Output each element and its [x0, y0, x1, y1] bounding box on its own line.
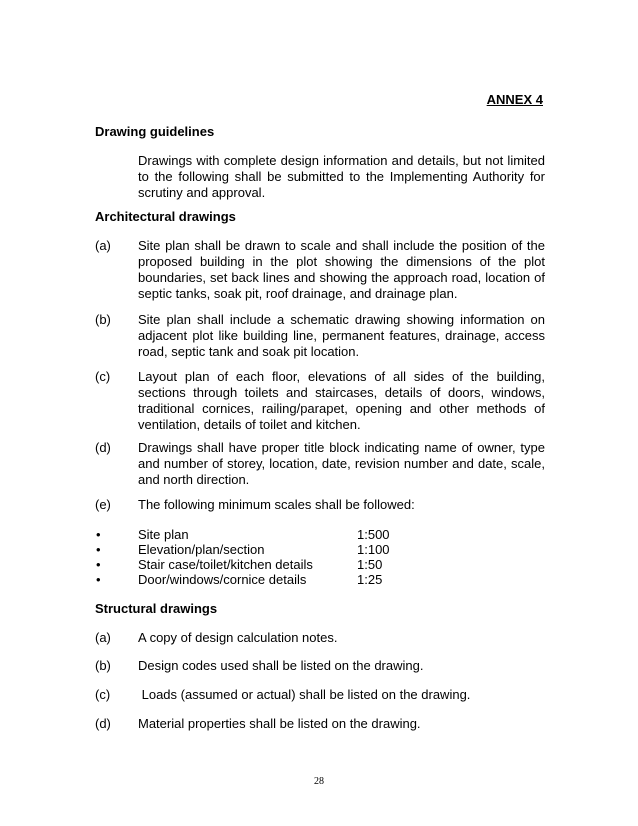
scale-name-stair-case: Stair case/toilet/kitchen details [138, 557, 313, 572]
arch-item-c-label: (c) [95, 369, 111, 384]
scale-name-door-windows: Door/windows/cornice details [138, 572, 307, 587]
page-number: 28 [314, 776, 324, 787]
struct-item-c-label: (c) [95, 687, 111, 702]
architectural-heading: Architectural drawings [95, 209, 236, 224]
scale-value-elevation: 1:100 [357, 542, 390, 557]
annex-title: ANNEX 4 [486, 92, 543, 107]
scale-value-door-windows: 1:25 [357, 572, 383, 587]
drawing-guidelines-text: Drawings with complete design information and details, but not limited to the following shall be submitted to the Implementing Authority for scrutiny and approval. [138, 153, 545, 200]
struct-item-a-label: (a) [95, 630, 111, 645]
drawing-guidelines-heading: Drawing guidelines [95, 124, 215, 139]
arch-item-d-label: (d) [95, 440, 111, 455]
arch-item-b-label: (b) [95, 312, 111, 327]
scale-bullet: • [96, 557, 101, 572]
scale-bullet: • [96, 572, 101, 587]
struct-item-c-text: Loads (assumed or actual) shall be listed on the drawing. [138, 687, 471, 702]
scale-name-elevation: Elevation/plan/section [138, 542, 265, 557]
scale-name-site-plan: Site plan [138, 527, 189, 542]
arch-item-a-text: Site plan shall be drawn to scale and shall include the position of the proposed building in the plot showing the dimensions of the plot boundaries, set back lines and showing the approach road, location of septic tanks, soak pit, roof drainage, and drainage plan. [138, 238, 545, 301]
arch-item-e-label: (e) [95, 497, 111, 512]
struct-item-b-text: Design codes used shall be listed on the drawing. [138, 658, 424, 673]
arch-item-d-text: Drawings shall have proper title block indicating name of owner, type and number of storey, location, date, revision number and date, scale, and north direction. [138, 440, 545, 487]
structural-heading: Structural drawings [95, 601, 218, 616]
struct-item-a-text: A copy of design calculation notes. [138, 630, 338, 645]
scale-bullet: • [96, 542, 101, 557]
struct-item-d-text: Material properties shall be listed on the drawing. [138, 716, 421, 731]
arch-item-c-text: Layout plan of each floor, elevations of all sides of the building, sections through toilets and staircases, details of doors, windows, traditional cornices, railing/parapet, opening and other methods of ventilation, details of toilet and kitchen. [138, 369, 545, 432]
struct-item-d-label: (d) [95, 716, 111, 731]
struct-item-b-label: (b) [95, 658, 111, 673]
arch-item-a-label: (a) [95, 238, 111, 253]
arch-item-b-text: Site plan shall include a schematic drawing showing information on adjacent plot like building line, permanent features, drainage, access road, septic tank and soak pit location. [138, 312, 545, 359]
scale-value-site-plan: 1:500 [357, 527, 390, 542]
scale-bullet: • [96, 527, 101, 542]
scale-value-stair-case: 1:50 [357, 557, 383, 572]
arch-item-e-text: The following minimum scales shall be followed: [138, 497, 415, 512]
